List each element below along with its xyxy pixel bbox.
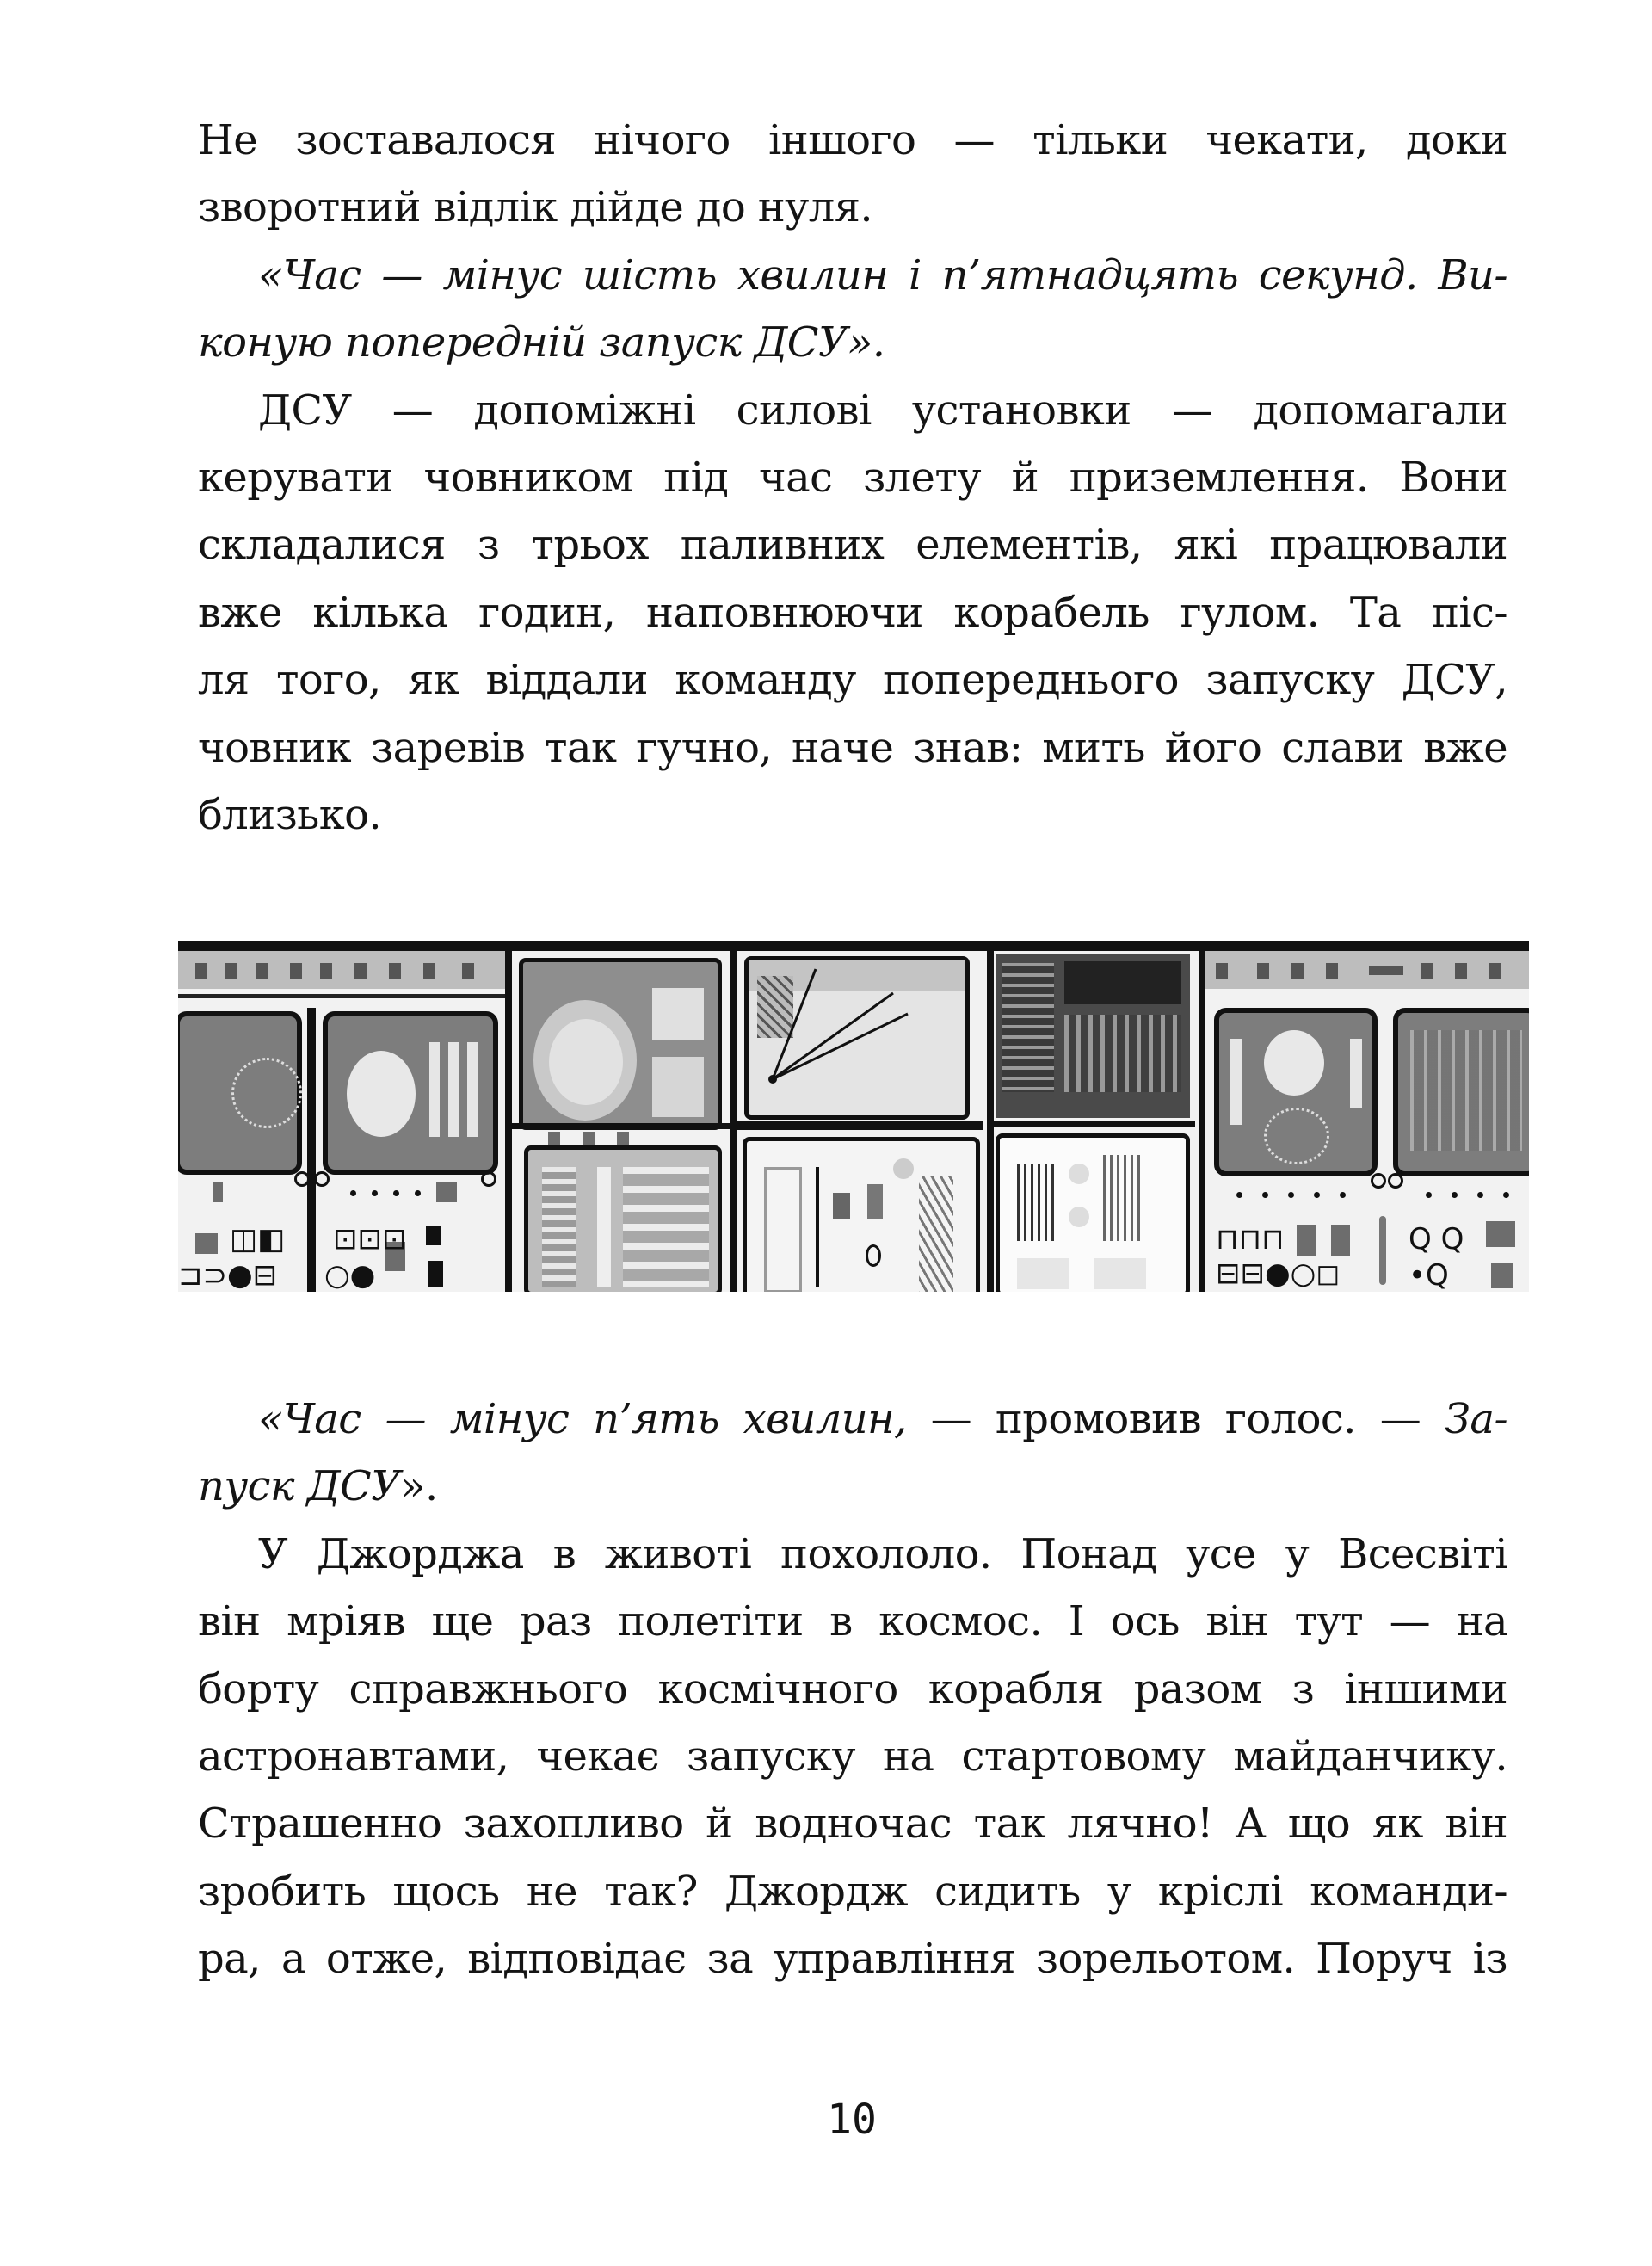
- globe-display-icon: [347, 1051, 416, 1137]
- crt-monitor: [1214, 1008, 1378, 1176]
- switch-icon: ⊡⊡⊡: [333, 1222, 407, 1256]
- text-line-quote: «Час — мінус п’ять хвилин, — промовив голос. — За-: [258, 1395, 1507, 1443]
- switch-icon: ⊟⊟●○◻: [1216, 1256, 1341, 1291]
- indicator-light: [195, 1233, 218, 1254]
- switch-icon: ⊐⊃●⊟: [178, 1258, 278, 1292]
- text-line-quote: коную попередній запуск ДСУ».: [198, 318, 885, 367]
- text-line: він мріяв ще раз полетіти в космос. І ось він тут — на: [198, 1597, 1507, 1646]
- radar-dial-icon: [231, 1058, 302, 1128]
- knob-icon: [481, 1171, 496, 1187]
- switch-icon: ○●: [324, 1258, 376, 1292]
- trajectory-display: [744, 956, 970, 1120]
- text-line: ра, а отже, відповідає за управління зорельотом. Поруч із: [198, 1935, 1507, 1984]
- text-block-bottom: [198, 1386, 1507, 1993]
- divider: [992, 1121, 1195, 1127]
- text-line: складалися з трьох паливних елементів, які працювали: [198, 521, 1507, 570]
- ring-display: [519, 958, 722, 1130]
- text-line: вже кілька годин, наповнюючи корабель гулом. Та піс-: [198, 588, 1507, 637]
- divider: [1199, 951, 1205, 1292]
- panel-top-border: [178, 941, 1529, 951]
- divider: [307, 1008, 316, 1292]
- status-text-display: [996, 954, 1190, 1118]
- text-line: човник заревів так гучно, наче знав: мить його слави вже: [198, 723, 1507, 772]
- switch-strip: [178, 951, 510, 989]
- indicator-light: [436, 1182, 457, 1202]
- knob-q-icon: Q Q: [1409, 1222, 1464, 1256]
- knob-q-icon: •Q: [1409, 1258, 1449, 1292]
- data-table-display: [524, 1145, 722, 1292]
- text-line: ДСУ — допоміжні силові установки — допомагали: [258, 386, 1507, 435]
- divider: [510, 1123, 741, 1129]
- crt-monitor: [323, 1011, 498, 1175]
- crt-monitor: [178, 1011, 302, 1175]
- divider: [505, 951, 512, 1292]
- text-line: У Джорджа в животі похололо. Понад усе у Всесвіті: [258, 1529, 1507, 1578]
- knob-icon: [314, 1171, 330, 1187]
- knob-icon: [1388, 1173, 1403, 1189]
- divider: [734, 1121, 983, 1130]
- crt-monitor: [1393, 1008, 1529, 1176]
- text-line: зробить щось не так? Джордж сидить у кріслі команди-: [198, 1867, 1507, 1916]
- switch-icon: ◫◧: [230, 1222, 286, 1256]
- knob-icon: [294, 1171, 310, 1187]
- text-line: астронавтами, чекає запуску на стартовому майданчику.: [198, 1732, 1507, 1781]
- text-line: зворотний відлік дійде до нуля.: [198, 183, 873, 232]
- text-line: Страшенно захопливо й водночас так лячно! А що як він: [198, 1800, 1507, 1849]
- indicator-light: [213, 1182, 223, 1202]
- text-line-quote: «Час — мінус шість хвилин і п’ятнадцять секунд. Ви-: [258, 250, 1507, 299]
- text-line: ля того, як віддали команду попереднього запуску ДСУ,: [198, 656, 1507, 705]
- radar-dial-icon: [1264, 1108, 1329, 1164]
- text-line-quote: пуск ДСУ».: [198, 1462, 438, 1511]
- instrument-panel: [996, 1133, 1190, 1292]
- instrument-panel: [743, 1137, 980, 1292]
- text-line: Не зоставалося нічого іншого — тільки чекати, доки: [198, 116, 1507, 164]
- switch-strip: [1205, 951, 1529, 989]
- knob-icon: [1371, 1173, 1386, 1189]
- switch-icon: ⊓⊓⊓: [1216, 1222, 1285, 1256]
- globe-display-icon: [1264, 1030, 1324, 1096]
- page-number: 10: [827, 2096, 877, 2144]
- text-line: борту справжнього космічного корабля разом з іншими: [198, 1664, 1507, 1713]
- cockpit-illustration: [178, 941, 1529, 1292]
- divider: [178, 994, 510, 998]
- text-line: близько.: [198, 790, 382, 839]
- text-line: керувати човником під час злету й приземлення. Вони: [198, 453, 1507, 502]
- text-block-top: [198, 107, 1507, 849]
- trajectory-lines-icon: [749, 960, 965, 1115]
